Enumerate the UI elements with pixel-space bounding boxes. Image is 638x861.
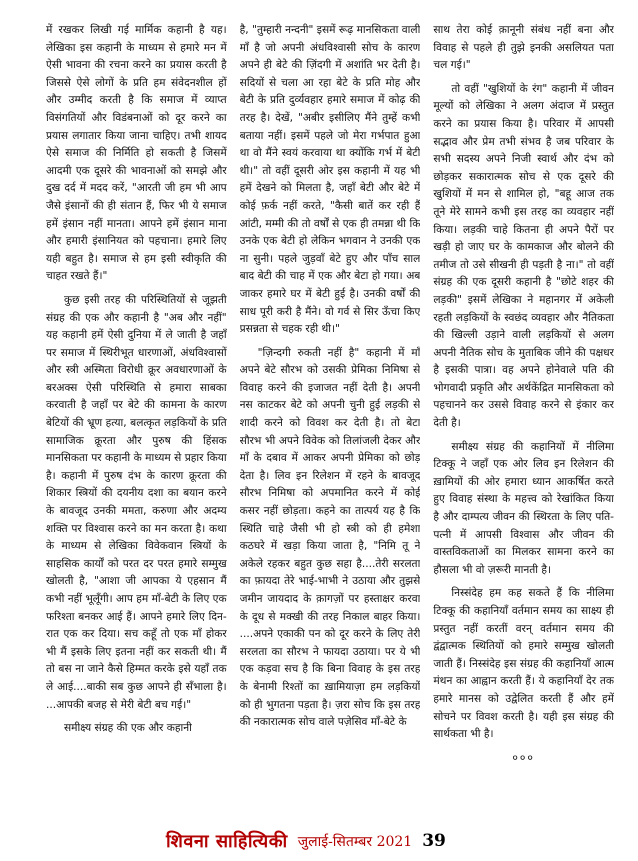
paragraph: तो वहीं "खुशियों के रंग" कहानी में जीवन मूल्यों को लेखिका ने अलग अंदाज में प्रस्तुत करने का प्रयास किया है। परिवार में आपसी सद्भाव और प्रेम तभी संभव है जब परिवार के सभी सदस्य अपने निजी स्वार्थ और दंभ को छोड़कर सकारात्मक सोच से एक दूसरे की खुशियों में मन से शामिल हो, "बहू आज तक तूने मेरे सामने कभी इस तरह का व्यवहार नहीं किया। लड़की चाहे कितना ही अपने पैरों पर खड़ी हो जाए घर के कामकाज और बोलने की तमीज तो उसे सीखनी ही पड़ती है ना।" तो वहीं संग्रह की एक दूसरी कहानी है "छोटे शहर की लड़की" इसमें लेखिका ने महानगर में अकेली रहती लड़कियों के स्वछंद व्यवहार और नैतिकता की खिल्ली उड़ाने वाली लड़कियों से अलग अपनी नैतिक सोच के मुताबिक जीने की पक्षधर है इसकी पात्रा। वह अपने होनेवाले पति की भोगवादी प्रकृति और अर्थकेंद्रित मानसिकता को पहचानने कर उससे विवाह करने से इंकार कर देती है। <box>433 82 615 430</box>
issue-date: जुलाई-सितम्बर 2021 <box>297 833 413 850</box>
paragraph: निस्संदेह हम कह सकते हैं कि नीलिमा टिक्कू की कहानियाँ वर्तमान समय का साक्ष्य ही प्रस्तुत नहीं करतीं वरन् वर्तमान समय की द्वंद्वात्मक स्थितियों को हमारे सम्मुख खोलती जाती हैं। निस्संदेह इस संग्रह की कहानियाँ आत्म मंथन का आह्वान करती हैं। ये कहानियाँ देर तक हमारे मानस को उद्वेलित करती हैं और हमें सोचने पर विवश करती है। यही इस संग्रह की सार्थकता भी है। <box>433 587 615 741</box>
paragraph: समीक्ष्य संग्रह की कहानियों में नीलिमा टिक्कू ने जहाँ एक ओर लिव इन रिलेशन की ख़ामियों की ओर हमारा ध्यान आकर्षित करते हुए विवाह संस्था के महत्त्व को रेखांकित किया है और दाम्पत्य जीवन की स्थिरता के लिए पति-पत्नी में आपसी विश्वास और जीवन की वास्तविकताओं का मिलकर सामना करने का हौसला भी वो ज़रूरी मानती है। <box>433 440 615 576</box>
column-3 <box>433 22 614 817</box>
column-1 <box>46 22 227 817</box>
page-number: 39 <box>422 831 446 851</box>
column-2 <box>240 22 421 817</box>
paragraph: कुछ इसी तरह की परिस्थितियों से जूझती संग्रह की एक और कहानी है "अब और नहीं" यह कहानी हमें ऐसी दुनिया में ले जाती है जहाँ पर समाज में स्थिरीभूत धारणाओं, अंधविश्वासों और स्त्री अस्मिता विरोधी क्रूर अवधारणाओं के बरअक्स ऐसी परिस्थिति से हमारा साबका करवाती है जहाँ पर बेटे की कामना के कारण बेटियों की भ्रूण हत्या, बलत्कृत लड़कियों के प्रति सामाजिक क्रूरता और पुरुष की हिंसक मानसिकता पर कहानी के माध्यम से प्रहार किया है। कहानी में पुरुष दंभ के कारण क्रूरता की शिकार स्त्रियों की दयनीय दशा का बयान करने के बावजूद उनकी ममता, करुणा और अदम्य शक्ति पर विश्वास करने का मन करता है। कथा के माध्यम से लेखिका विवेकवान स्त्रियों के साहसिक कार्यों को परत दर परत हमारे सम्मुख खोलती है, "आशा जी आपका ये एहसान मैं कभी नहीं भूलूँगी। आप हम माँ-बेटी के लिए एक फरिश्ता बनकर आई हैं। आपने हमारे लिए दिन-रात एक कर दिया। सच कहूँ तो एक माँ होकर भी मैं इसके लिए इतना नहीं कर सकती थी। मैं तो बस ना जाने कैसे हिम्मत करके इसे यहाँ तक ले आई....बाकी सब कुछ आपने ही सँभाला है। ...आपकी बजह से मेरी बेटी बच गई।" <box>46 293 227 711</box>
paragraph: साथ तेरा कोई क़ानूनी संबंध नहीं बना और विवाह से पहले ही तुझे इनकी असलियत पता चल गई।" <box>433 24 615 72</box>
end-mark: ००० <box>512 751 535 764</box>
magazine-name: शिवना साहित्यिकी <box>166 831 288 852</box>
paragraph: "ज़िन्दगी रुकती नहीं है" कहानी में माँ अपने बेटे सौरभ को उसकी प्रेमिका निमिषा से विवाह करने की इजाजत नहीं देती है। अपनी नस काटकर बेटे को अपनी चुनी हुई लड़की से शादी करने को विवश कर देती है। तो बेटा सौरभ भी अपने विवेक को तिलांजली देकर और माँ के दबाव में आकर अपनी प्रेमिका को छोड़ देता है। लिव इन रिलेशन में रहने के बावजूद सौरभ निमिषा को अपमानित करने में कोई कसर नहीं छोड़ता। कहने का तात्पर्य यह है कि स्थिति चाहे जैसी भी हो स्त्री को ही हमेशा कठघरे में खड़ा किया जाता है, "निमि तू ने अकेले रहकर बहुत कुछ सहा है....तेरी सरलता का फ़ायदा तेरे भाई-भाभी ने उठाया और तुझसे जमीन जायदाद के क़ागज़ों पर हस्ताक्षर करवा के दूध से मक्खी की तरह निकाल बाहर किया। ....अपने एकाकी पन को दूर करने के लिए तेरी सरलता का सौरभ ने फायदा उठाया। पर ये भी एक कड़वा सच है कि बिना विवाह के इस तरह के बेनामी रिश्तों का ख़ामियाज़ा हम लड़कियों को ही भुगतना पड़ता है। ज़रा सोच कि इस तरह की नकारात्मक सोच वाले पज़ेसिव माँ-बेटे के <box>239 346 421 729</box>
paragraph: है, "तुम्हारी नन्दनी" इसमें रूढ़ मानसिकता वाली माँ है जो अपनी अंधविश्वासी सोच के कारण अपने ही बेटे की ज़िंदगी में अशांति भर देती है। सदियों से चला आ रहा बेटे के प्रति मोह और बेटी के प्रति दुर्व्यवहार हमारे समाज में कोढ़ की तरह है। देखें, "अबीर इसीलिए मैंने तुम्हें कभी बताया नहीं। इसमें पहले जो मेरा गर्भपात हुआ था वो मैंने स्वयं करवाया था क्योंकि गर्भ में बेटी थी।" तो वहीं दूसरी ओर इस कहानी में यह भी हमें देखने को मिलता है, जहाँ बेटी और बेटे में कोई फ़र्क नहीं करते, "कैसी बातें कर रही हैं आंटी, मम्मी की तो वर्षों से एक ही तमन्ना थी कि उनके एक बेटी हो लेकिन भगवान ने उनकी एक ना सुनी। पहले जुड़वाँ बेटे हुए और पाँच साल बाद बेटी की चाह में एक और बेटा हो गया। अब जाकर हमारे घर में बेटी हुई है। उनकी वर्षों की साध पूरी करी है मैंने। वो गर्व से सिर ऊँचा किए प्रसन्नता से चहक रही थी।" <box>239 24 421 336</box>
article-body <box>46 22 614 817</box>
paragraph: में रखकर लिखी गई मार्मिक कहानी है यह। लेखिका इस कहानी के माध्यम से हमारे मन में ऐसी भावना की रचना करने का प्रयास करती है जिससे ऐसे लोगों के प्रति हम संवेदनशील हों और उम्मीद करती है कि समाज में व्याप्त विसंगतियों और विडंबनाओं को दूर करने का प्रयास लगातार किया जाना चाहिए। तभी शायद ऐसे समाज की निर्मिति हो सकती है जिसमें आदमी एक दूसरे की भावनाओं को समझे और दुख दर्द में मदद करें, "आरती जी हम भी आप जैसे इंसानों की ही संतान हैं, फिर भी ये समाज हमें इंसान नहीं मानता। आपने हमें इंसान माना और हमारी इंसानियत को पहचाना। हमारे लिए यही बहुत है। समाज से हम इसी स्वीकृति की चाहत रखते हैं।" <box>46 24 227 283</box>
page-footer <box>166 827 446 855</box>
paragraph: समीक्ष्य संग्रह की एक और कहानी <box>64 722 192 735</box>
